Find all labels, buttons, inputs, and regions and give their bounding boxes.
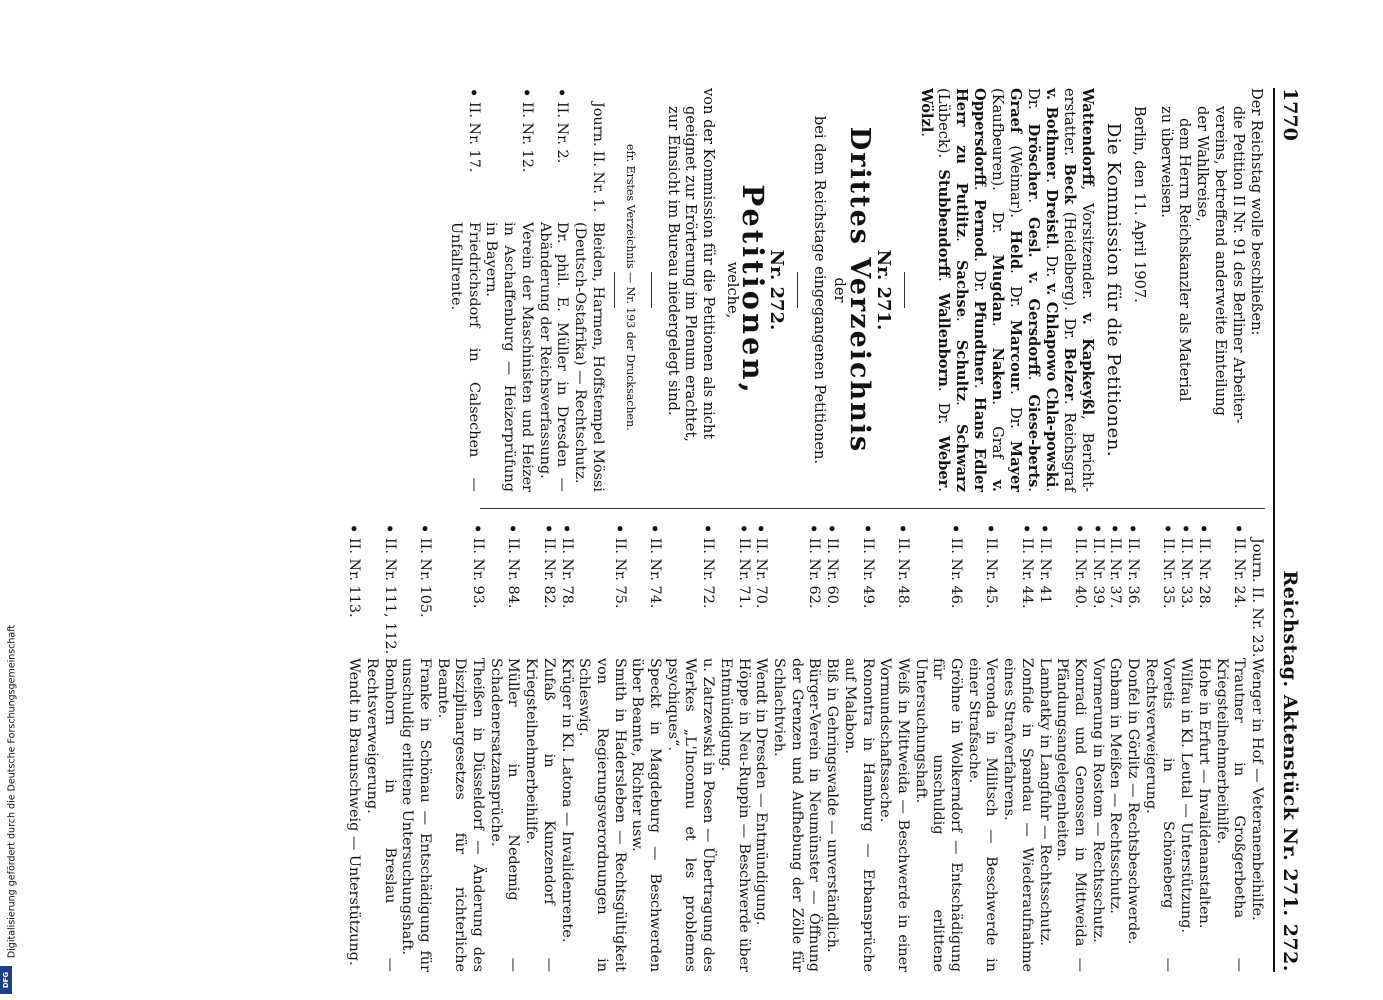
petition-entry [482,88,535,492]
header-rule [1273,88,1275,972]
entry-text: Konradi und Genossen in Mittweida — Pfändungsangelegenheiten. [1054,658,1088,972]
entry-reference: II. Nr. 49. [859,538,876,609]
petition-entry [557,524,575,972]
entry-bullet: • [345,524,363,534]
entry-bullet: • [610,524,628,534]
entry-reference: II. Nr. 28. [1195,538,1212,609]
petition-entry [1247,524,1265,972]
entry-reference: Journ. II. Nr. 1. [589,102,606,213]
statement-line: geeignet zur Erörterung im Plenum erachtet, [682,106,700,442]
entry-bullet: • [1088,524,1106,534]
entry-reference: II. Nr. 62. [806,538,823,609]
petition-entry [1176,524,1194,972]
section-subtitle: bei dem Reichstage eingegangenen Petitionen. [810,115,828,465]
left-petition-list [446,88,605,492]
entry-bullet: • [1070,524,1088,534]
entry-reference: II. Nr. 84. [505,538,522,609]
commission-members: Wattendorff, Vorsitzender. v. Kapkeyßl, Bericht-erstatter. Beck (Heidelberg). Dr. Belzer. Reichsgraf v. Bothmer. Dreistl. Dr. v. Chlapowo Chla-powski. Dr. Dröscher. Gesl. v. Gersdorff. Giese-berts. Graef (Weimar). Held. Dr. Marcour. Dr. Mayer (Kaufbeuren). Dr. Mugdan. Naken. Graf v. Oppersdorff. Pernod. Dr. Pfundtner. Hans Edler Herr zu Putlitz. Sachse. Schultz. Schwarz (Lübeck). Stubbendorff. Wallenborn. Dr. Weber. Wölzl. [917,88,1096,493]
statement-line: von der Kommission für die Petitionen als nicht [700,88,718,440]
petition-entry [570,88,605,492]
petition-entry [911,524,964,972]
entry-bullet: • [1106,524,1124,534]
entry-reference: II. Nr. 2. [554,102,571,164]
petition-entry [716,524,751,972]
entry-bullet: • [734,524,752,534]
entry-reference: II. Nr. 40. [1071,538,1088,609]
entry-reference: II. Nr. 46. [948,538,965,609]
credit-text: Digitalisierung gefördert durch die Deutsche Forschungsgemeinschaft [6,624,18,959]
entry-text: Hohe in Erfurt — Invalidenanstalten. [1195,658,1212,929]
entry-reference: II. Nr. 39. [1089,538,1106,609]
entry-reference: Journ. II. Nr. 23. [1249,538,1265,658]
petition-entry [1194,524,1212,972]
entry-reference: II. Nr. 37. [1107,538,1124,609]
entry-reference: II. Nr. 35. [1160,538,1177,609]
intro-line: vereins, betreffend anderweite Einteilung [1212,106,1230,416]
entry-text: Zonfide in Spandau — Wiederaufnahme eines Strafverfahrens. [1001,658,1035,972]
header-title: Reichstag. Aktenstück Nr. 271. 272. [1279,570,1301,972]
entry-text: Lambatky in Langfuhr — Rechtsschutz. [1036,658,1053,946]
entry-bullet [1247,524,1265,538]
entry-reference: II. Nr. 70. [753,538,770,609]
entry-bullet: • [539,524,557,534]
verzeichnis-note: efr. Erstes Verzeichnis — Nr. 193 der Drucksachen. [623,144,637,431]
entry-text: Donfel in Görlitz — Rechtsbeschwerde. [1125,658,1142,945]
entry-text: Friedrichsdorf in Calsechen — Unfallrente. [448,222,482,492]
left-column [446,88,1265,492]
date-line: Berlin, den 11. April 1907. [1130,106,1148,303]
entry-bullet: • [805,524,823,534]
entry-bullet: • [823,524,841,534]
entry-bullet: • [1124,524,1142,534]
entry-reference: II. Nr. 41 [1036,538,1053,604]
entry-bullet: • [517,88,535,98]
entry-reference: II. Nr. 33. [1178,538,1195,609]
entry-bullet: • [1177,524,1195,534]
entry-bullet: • [380,524,398,534]
entry-text: Veronda in Militsch — Beschwerde in einer Strafsache. [965,658,1000,972]
section-number-271: Nr. 271. [872,249,894,331]
entry-bullet: • [464,88,482,98]
entry-text: Bleiden, Harmen, Hoffstempel Mössi (Deutsch-Ostafrika) — Rechtschutz. [572,222,606,492]
entry-bullet: • [557,524,575,534]
statement-line: zur Einsicht im Bureau niedergelegt sind. [664,106,682,416]
petition-entry [398,524,433,972]
entry-bullet: • [1035,524,1053,534]
section-number-272: Nr. 272. [766,249,788,331]
entry-reference: II. Nr. 75. [611,538,628,609]
petition-entry [999,524,1034,972]
intro-line: die Petition II Nr. 91 des Berliner Arbeiter- [1230,106,1248,424]
petition-entry [535,88,570,492]
entry-text: Verein der Maschinisten und Heizer in Aschaffenburg — Heizerprüfung in Bayern. [483,222,535,492]
entry-bullet: • [553,88,571,98]
petition-entry [964,524,999,972]
entry-reference: II. Nr. 36. [1125,538,1142,609]
entry-text: Gnbam in Meißen — Rechtsschutz. [1107,658,1124,914]
running-header [1279,88,1305,972]
page-number: 1770 [1279,88,1301,141]
entry-bullet: • [504,524,522,534]
petition-entry [769,524,822,972]
entry-bullet: • [1194,524,1212,534]
entry-bullet: • [699,524,717,534]
entry-reference: II. Nr. 111, 112. [381,538,398,655]
entry-reference: II. Nr. 45. [983,538,1000,609]
entry-bullet: • [1159,524,1177,534]
entry-reference: II. Nr. 78. [558,538,575,609]
entry-text: Ronontra in Hamburg — Erbansprüche auf Malabon. [841,658,876,972]
entry-text: Zufaß in Kunzendorf — Kriegsteilnehmerbeihilfe. [523,658,557,972]
entry-text: Gröhne in Wolkerndorf — Entschädigung für unschuldig erlittene Untersuchungshaft. [912,658,965,972]
column-divider [480,508,1265,509]
entry-bullet: • [1230,524,1248,534]
entry-reference: II. Nr. 93. [470,538,487,609]
entry-reference: II. Nr. 24. [1231,538,1248,609]
section-title-verzeichnis: Drittes Verzeichnis [843,126,875,454]
entry-bullet: • [415,524,433,534]
separator [651,272,652,308]
section-subtitle-der: der [830,277,848,303]
petition-entry [822,524,840,972]
entry-bullet: • [752,524,770,534]
entry-text: Krüger in Kl. Latona — Invalidenrente. [558,658,575,943]
petition-entry [1035,524,1053,972]
entry-text: Speckt in Magdeburg — Beschwerden über Beamte, Richter usw. [629,658,664,972]
entry-reference: II. Nr. 82. [540,538,557,609]
petition-entry [575,524,628,972]
entry-reference: II. Nr. 105. [416,538,433,618]
petition-entry [521,524,556,972]
entry-reference: II. Nr. 71. [735,538,752,609]
right-column [344,524,1265,972]
entry-text: Trautner in Großgerbetha — Kriegsteilnehmerbeihilfe. [1213,658,1248,972]
entry-reference: II. Nr. 17. [465,102,482,173]
petition-entry [876,524,911,972]
intro-line: zu überweisen. [1158,106,1176,219]
credit-strip [0,606,18,996]
entry-reference: II. Nr. 60. [824,538,841,609]
intro-line: dem Herrn Reichskanzler als Material [1176,118,1194,402]
petition-entry [1106,524,1124,972]
section-title-petitionen: Petitionen, [736,184,771,396]
entry-text: Wilfau in Kl. Leutal — Unterstützung. [1178,658,1195,933]
petition-entry [486,524,521,972]
petition-entry [344,524,362,972]
commission-heading: Die Kommission für die Petitionen. [1102,122,1124,458]
petition-entry [1141,524,1176,972]
entry-text: Wenger in Hof — Veteranenbeihilfe. [1249,658,1265,921]
petition-entry [752,524,770,972]
entry-text: Wendt in Braunschweig — Unterstützung. [346,658,363,966]
entry-bullet: • [893,524,911,534]
entry-text: Bürger-Verein in Neumünster — Öffnung der Grenzen und Aufhebung der Zölle für Schlachtvieh. [771,658,823,972]
entry-bullet: • [469,524,487,534]
welche-line: welche, [724,261,742,319]
entry-bullet: • [1017,524,1035,534]
intro-line: der Wahlkreise, [1194,106,1212,222]
entry-text: Voretis in Schöneberg — Rechtsverweigerung. [1142,658,1177,972]
intro-line: Der Reichstag wolle beschließen: [1248,88,1265,336]
separator [904,272,905,308]
entry-text: Wendt in Dresden — Entmündigung. [753,658,770,926]
entry-reference: II. Nr. 44. [1018,538,1035,609]
entry-bullet: • [982,524,1000,534]
right-petition-list [344,524,1265,972]
entry-bullet: • [947,524,965,534]
dfg-logo-icon [0,966,12,994]
commission-statement [664,88,718,492]
entry-reference: II. Nr. 12. [518,102,535,173]
separator [797,272,798,308]
entry-text: Dr. phil. E. Müller in Dresden — Abänderung der Reichsverfassung. [536,222,571,492]
entry-bullet: • [646,524,664,534]
petition-entry [1123,524,1141,972]
petition-entry [1088,524,1106,972]
petition-entry [433,524,486,972]
entry-text: Müller in Nedemig — Schadenersatzansprüche. [487,658,522,972]
entry-text: Weiß in Mittweida — Beschwerde in einer Vormundschaftssache. [877,658,911,972]
entry-text: Vormerung in Rostom — Rechtsschutz. [1089,658,1106,943]
entry-text: Smith in Hadersleben — Rechtsgültigkeit von Regierungsverordnungen in Schleswig. [576,658,628,972]
petition-entry [1053,524,1088,972]
entry-bullet: • [858,524,876,534]
entry-bullet [570,88,605,102]
petition-entry [628,524,663,972]
petition-entry [663,524,716,972]
entry-text: Höppe in Neu-Ruppin — Beschwerde über Entmündigung. [717,658,752,972]
entry-text: Biß in Gehringswalde — unverständlich. [824,658,841,953]
entry-text: Theißen in Düsseldorf — Änderung des Disziplinargesetzes für richterliche Beamte. [434,658,487,972]
petition-entry [840,524,875,972]
logo-text: DFG [2,971,10,989]
entry-reference: II. Nr. 74. [647,538,664,609]
petition-entry [446,88,481,492]
petition-entry [1212,524,1247,972]
entry-text: Bomhorn in Breslau — Rechtsverweigerung. [363,658,398,972]
petition-entry [362,524,397,972]
entry-text: Franke in Schönau — Entschädigung für unschuldig erlittene Untersuchungshaft. [399,658,433,972]
entry-reference: II. Nr. 113. [346,538,363,618]
entry-reference: II. Nr. 48. [894,538,911,609]
entry-reference: II. Nr. 72. [700,538,717,609]
separator [614,272,615,308]
entry-text: u. Zatrzewski in Posen — Übertragung des Werkes „L'Inconnu et les problemes psychiques“. [664,658,717,972]
